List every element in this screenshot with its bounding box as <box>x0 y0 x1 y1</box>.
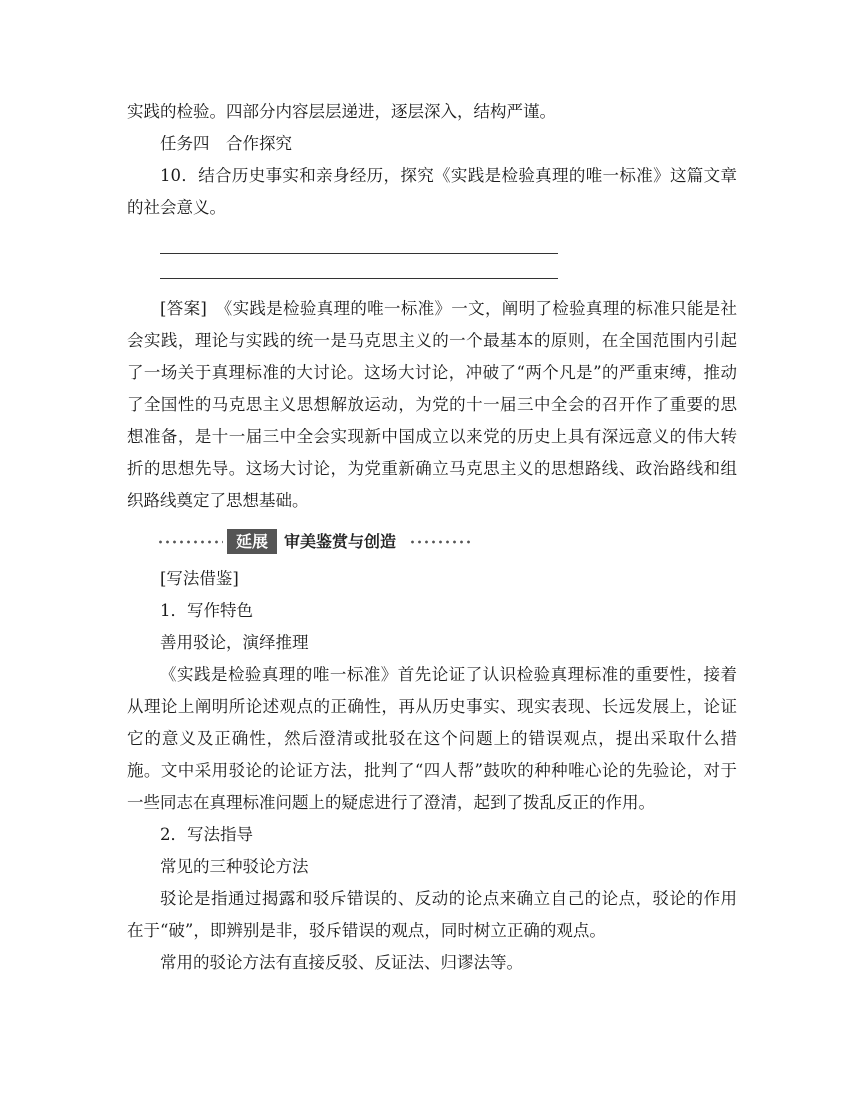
body-paragraph: 常用的驳论方法有直接反驳、反证法、归谬法等。 <box>160 953 523 972</box>
document-page <box>127 96 737 979</box>
answer-blank-line <box>160 232 558 254</box>
heading-writing-guide: 2．写法指导 <box>160 825 253 844</box>
subheading: 善用驳论，演绎推理 <box>160 633 309 652</box>
banner-title: 审美鉴赏与创造 <box>284 532 397 551</box>
dotted-rule-left <box>157 540 223 544</box>
subsection-label: [写法借鉴] <box>160 569 239 588</box>
answer-paragraph: [答案] 《实践是检验真理的唯一标准》一文，阐明了检验真理的标准只能是社会实践，理论与实践的统一是马克思主义的一个最基本的原则，在全国范围内引起了一场关于真理标准的大讨论。这场大讨论，冲破了“两个凡是”的严重束缚，推动了全国性的马克思主义思想解放运动，为党的十一届三中全会的召开作了重要的思想准备，是十一届三中全会实现新中国成立以来党的历史上具有深远意义的伟大转折的思想先导。这场大讨论，为党重新确立马克思主义的思想路线、政治路线和组织路线奠定了思想基础。 <box>127 299 737 510</box>
subheading: 常见的三种驳论方法 <box>160 857 309 876</box>
question-10: 10．结合历史事实和亲身经历，探究《实践是检验真理的唯一标准》这篇文章的社会意义。 <box>127 166 737 217</box>
task-heading: 任务四 合作探究 <box>160 134 292 153</box>
body-paragraph: 《实践是检验真理的唯一标准》首先论证了认识检验真理标准的重要性，接着从理论上阐明所论述观点的正确性，再从历史事实、现实表现、长远发展上，论证它的意义及正确性，然后澄清或批驳在这个问题上的错误观点，提出采取什么措施。文中采用驳论的论证方法，批判了“四人帮”鼓吹的种种唯心论的先验论，对于一些同志在真理标准问题上的疑虑进行了澄清，起到了拨乱反正的作用。 <box>127 665 737 812</box>
paragraph-continuation: 实践的检验。四部分内容层层递进，逐层深入，结构严谨。 <box>127 102 556 121</box>
body-paragraph: 驳论是指通过揭露和驳斥错误的、反动的论点来确立自己的论点，驳论的作用在于“破”，即辨别是非，驳斥错误的观点，同时树立正确的观点。 <box>127 889 737 940</box>
dotted-rule-right <box>409 540 471 544</box>
answer-blank-line <box>160 257 558 279</box>
heading-writing-features: 1．写作特色 <box>160 601 253 620</box>
banner-tag: 延展 <box>227 529 277 554</box>
section-banner <box>127 527 737 557</box>
